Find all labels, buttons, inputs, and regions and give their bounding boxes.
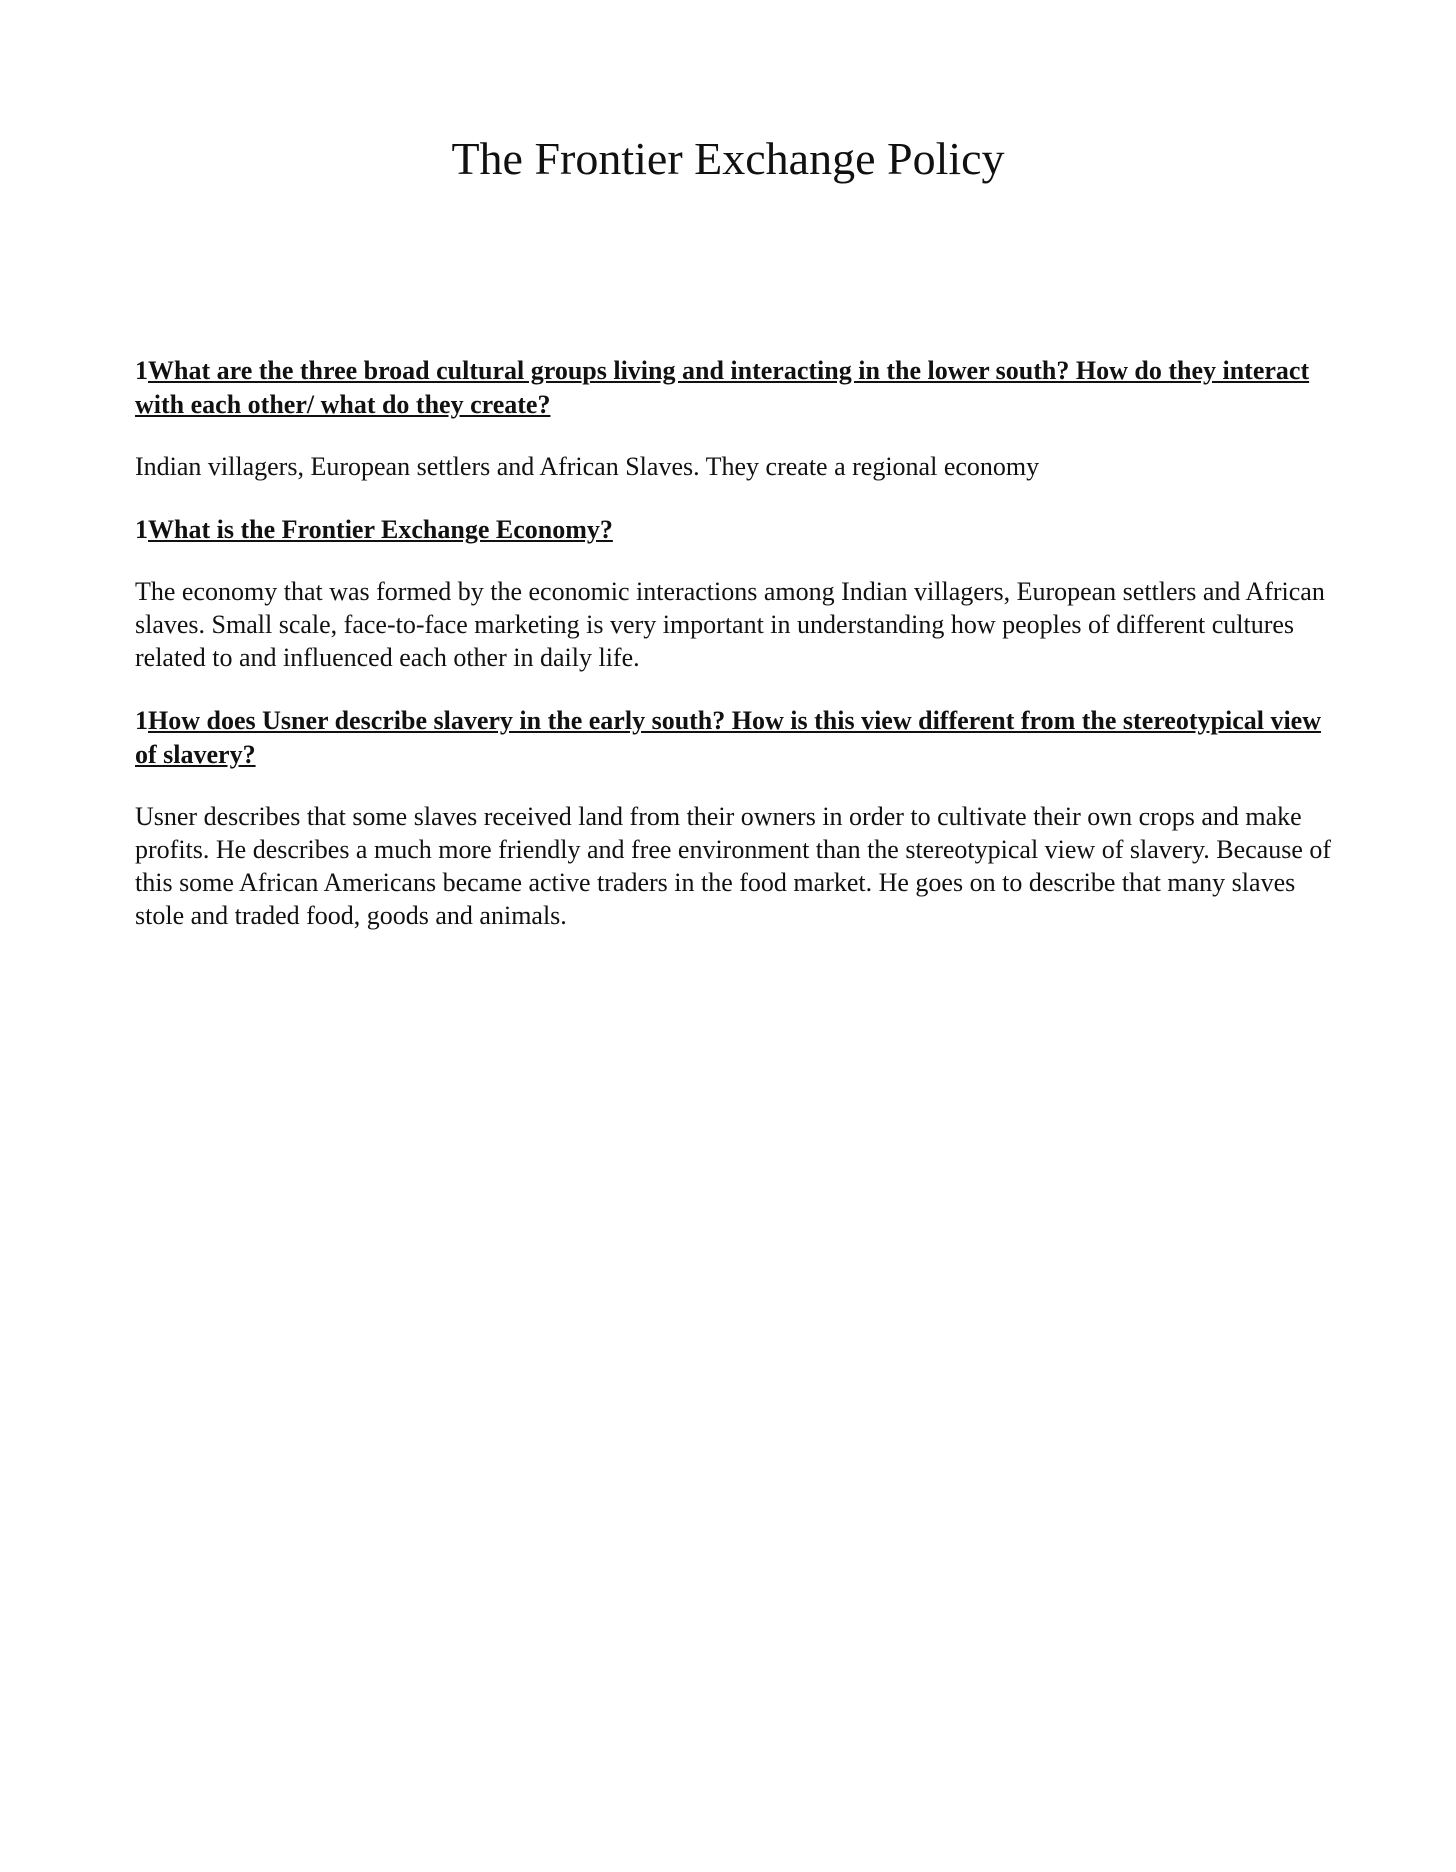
answer-2: The economy that was formed by the economic interactions among Indian villagers, European settlers and African slaves. Small scale, face-to-face marketing is very important in understanding how peoples of different cultures related to and influenced each other in daily life. xyxy=(135,577,1325,672)
question-number: 1 xyxy=(135,356,148,385)
question-text: How does Usner describe slavery in the early south? How is this view different from the stereotypical view of slavery? xyxy=(135,706,1321,769)
question-1 xyxy=(135,354,1335,422)
question-3 xyxy=(135,704,1335,772)
question-text: What is the Frontier Exchange Economy? xyxy=(148,515,613,544)
question-2 xyxy=(135,513,1335,547)
answer-1: Indian villagers, European settlers and African Slaves. They create a regional economy xyxy=(135,452,1040,481)
question-number: 1 xyxy=(135,515,148,544)
answer-3: Usner describes that some slaves received land from their owners in order to cultivate their own crops and make profits. He describes a much more friendly and free environment than the stereotypical view of slavery. Because of this some African Americans became active traders in the food market. He goes on to describe that many slaves stole and traded food, goods and animals. xyxy=(135,802,1332,930)
document-title: The Frontier Exchange Policy xyxy=(451,133,1005,184)
document-body xyxy=(135,354,1335,962)
question-text: What are the three broad cultural groups living and interacting in the lower south? How do they interact with each other/ what do they create? xyxy=(135,356,1310,419)
question-number: 1 xyxy=(135,706,148,735)
